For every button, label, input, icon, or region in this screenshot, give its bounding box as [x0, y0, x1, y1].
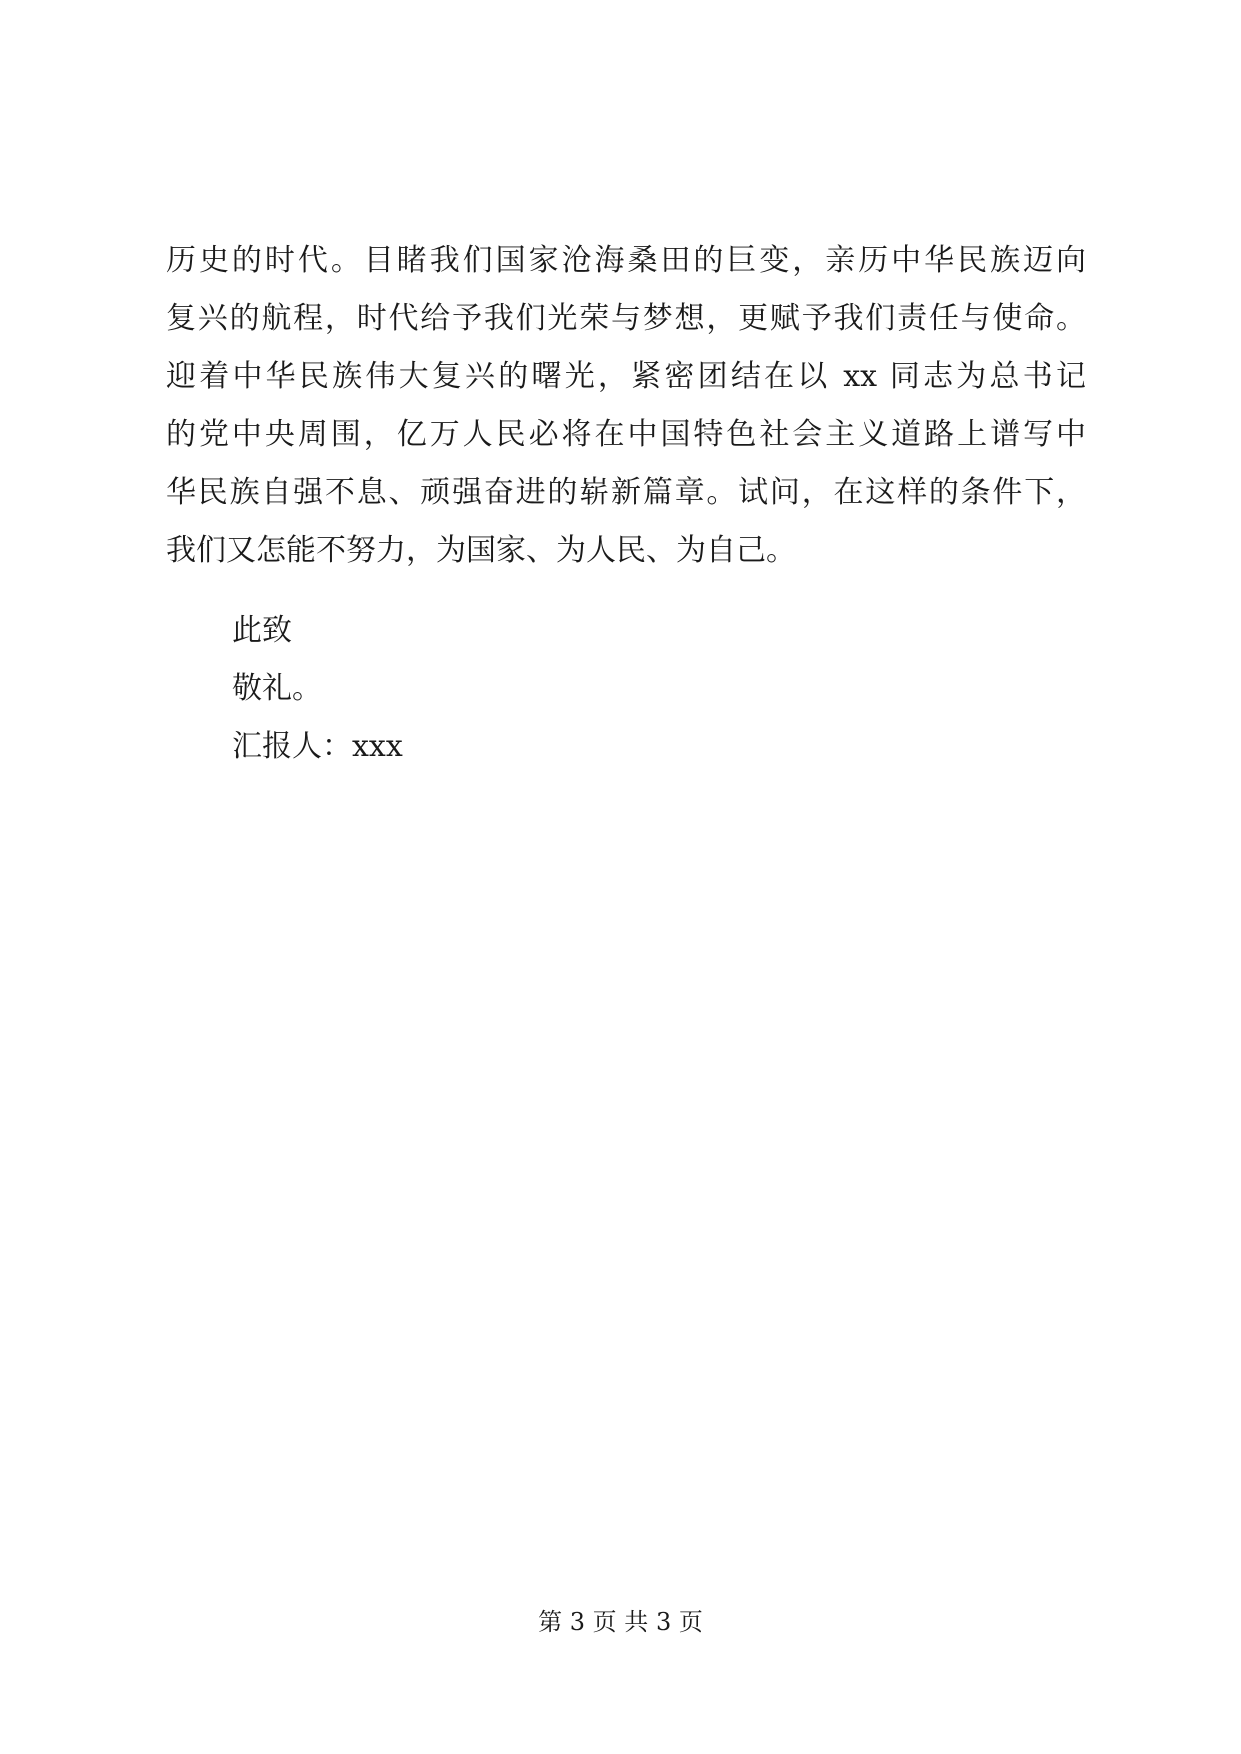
report-paragraph	[166, 232, 1086, 580]
paragraph-line-last: 我们又怎能不努力，为国家、为人民、为自己。	[166, 533, 796, 568]
paragraph-line: 的党中央周围，亿万人民必将在中国特色社会主义道路上谱写中	[166, 417, 1086, 452]
paragraph-line: 历史的时代。目睹我们国家沧海桑田的巨变，亲历中华民族迈向	[166, 243, 1086, 278]
page-number: 第 3 页 共 3 页	[538, 1608, 703, 1636]
closing-block	[232, 602, 403, 776]
reporter-signature: 汇报人：xxx	[232, 729, 403, 764]
paragraph-line: 华民族自强不息、顽强奋进的崭新篇章。试问，在这样的条件下，	[166, 475, 1086, 510]
paragraph-line: 迎着中华民族伟大复兴的曙光，紧密团结在以 xx 同志为总书记	[166, 359, 1086, 394]
closing-salutation: 此致	[232, 613, 292, 648]
closing-regards: 敬礼。	[232, 671, 322, 706]
page-footer	[0, 1606, 1241, 1638]
paragraph-line: 复兴的航程，时代给予我们光荣与梦想，更赋予我们责任与使命。	[166, 301, 1086, 336]
